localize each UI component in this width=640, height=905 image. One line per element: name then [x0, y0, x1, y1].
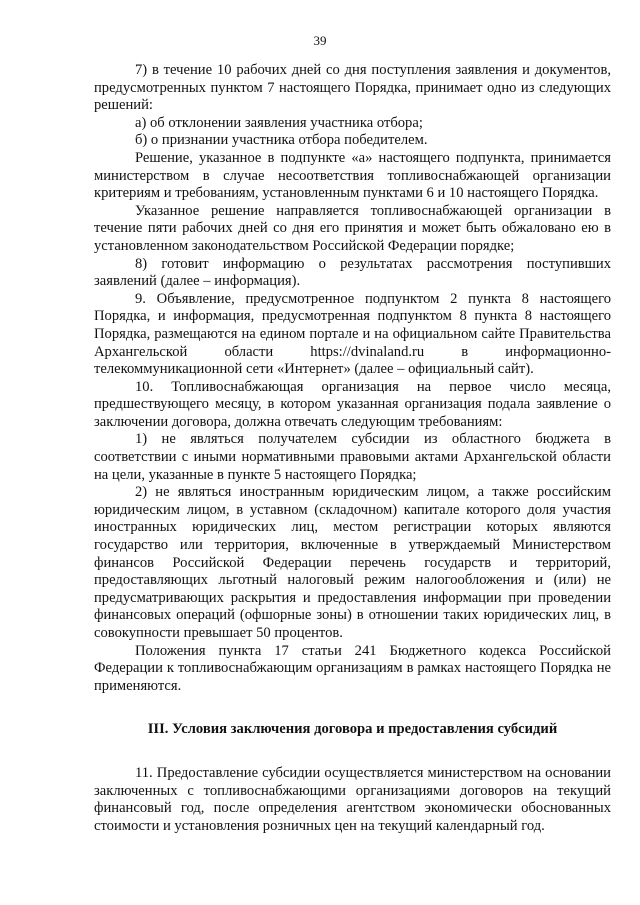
paragraph-budget-code-note: Положения пункта 17 статьи 241 Бюджетного кодекса Российской Федерации к топливоснабжающим организациям в рамках настоящего Порядка не применяются.	[94, 642, 611, 694]
paragraph-decision-notice: Указанное решение направляется топливоснабжающей организации в течение пяти рабочих дней со дня его принятия и может быть обжаловано ею в установленном законодательством Российской Федерации порядке;	[94, 202, 611, 254]
paragraph-item-8: 8) готовит информацию о результатах рассмотрения поступивших заявлений (далее – информация).	[94, 255, 611, 290]
paragraph-option-a: а) об отклонении заявления участника отбора;	[135, 114, 423, 131]
paragraph-requirement-2: 2) не являться иностранным юридическим лицом, а также российским юридическим лицом, в уставном (складочном) капитале которого доля участия иностранных юридических лиц, местом регистрации которых являются государство или территория, включенные в утверждаемый Министерством финансов Российской Федерации перечень государств и территорий, предоставляющих льготный налоговый режим налогообложения и (или) не предусматривающих раскрытия и предоставления информации при проведении финансовых операций (офшорные зоны) в отношении таких юридических лиц, в совокупности превышает 50 процентов.	[94, 484, 611, 641]
paragraph-point-10: 10. Топливоснабжающая организация на первое число месяца, предшествующего месяцу, в котором указанная организация подала заявление о заключении договора, должна отвечать следующим требованиям:	[94, 378, 611, 430]
paragraph-point-11: 11. Предоставление субсидии осуществляется министерством на основании заключенных с топливоснабжающими организациями договоров на текущий финансовый год, после определения агентством экономически обоснованных стоимости и установления розничных цен на текущий календарный год.	[94, 764, 611, 834]
page-number: 39	[313, 33, 327, 48]
paragraph-requirement-1: 1) не являться получателем субсидии из областного бюджета в соответствии с иными нормативными правовыми актами Архангельской области на цели, указанные в пункте 5 настоящего Порядка;	[94, 431, 611, 483]
paragraph-decision: Решение, указанное в подпункте «а» настоящего подпункта, принимается министерством в случае несоответствия топливоснабжающей организации критериям и требованиям, установленным пунктами 6 и 10 настоящего Порядка.	[94, 149, 611, 202]
section-heading: III. Условия заключения договора и предоставления субсидий	[147, 721, 558, 738]
document-body	[94, 62, 611, 835]
paragraph-point-9: 9. Объявление, предусмотренное подпунктом 2 пункта 8 настоящего Порядка, и информация, предусмотренная подпунктом 8 пункта 8 настоящего Порядка, размещаются на едином портале и на официальном сайте Правительства Архангельской области https://dvinaland.ru в информационно-телекоммуникационной сети «Интернет» (далее – официальный сайт).	[94, 290, 611, 378]
paragraph-option-b: б) о признании участника отбора победителем.	[135, 132, 428, 149]
paragraph-item-7: 7) в течение 10 рабочих дней со дня поступления заявления и документов, предусмотренных пунктом 7 настоящего Порядка, принимает одно из следующих решений:	[94, 62, 611, 114]
